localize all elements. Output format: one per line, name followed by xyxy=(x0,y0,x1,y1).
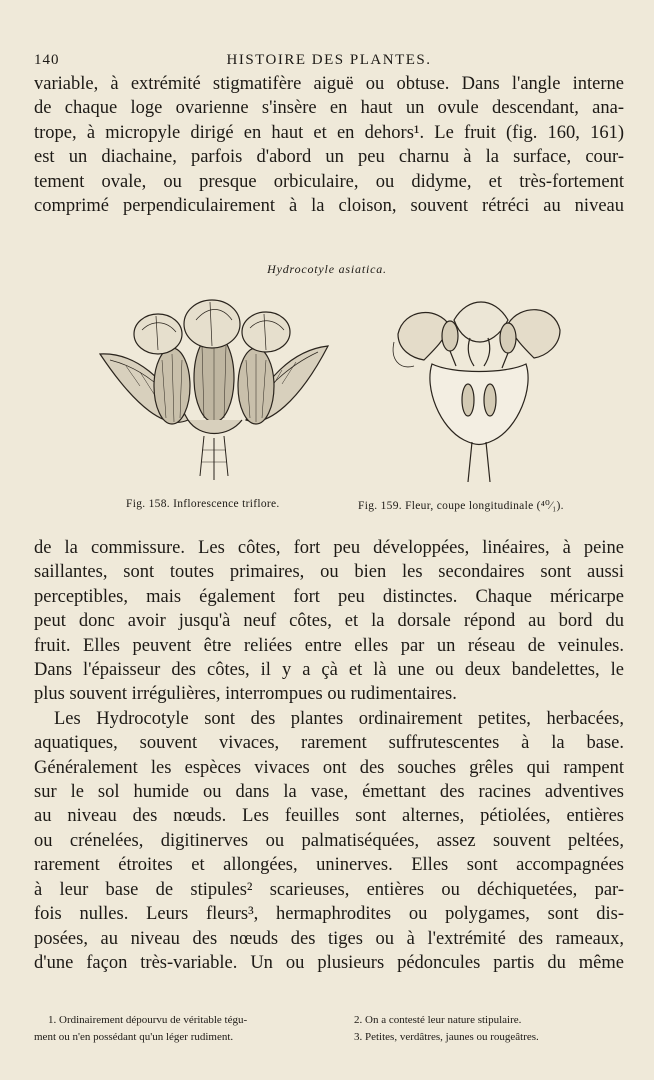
text-line: comprimé perpendiculairement à la cloison, souvent rétréci au niveau xyxy=(34,196,624,217)
text-line: ou crénelées, digitinerves ou palmatiséquées, assez souvent peltées, xyxy=(34,830,624,851)
text-line: plus souvent irrégulières, interrompues ou rudimentaires. xyxy=(34,684,457,705)
text-line: Dans l'épaisseur des côtes, il y a çà et là une ou deux bandelettes, le xyxy=(34,660,624,681)
footnote-1b: ment ou n'en possédant qu'un léger rudiment. xyxy=(34,1031,234,1043)
footnotes-left xyxy=(34,1012,334,1046)
text-line: d'une façon très-variable. Un ou plusieurs pédoncules partis du même xyxy=(34,952,624,973)
text-line: perceptibles, mais également fort peu distinctes. Chaque méricarpe xyxy=(34,586,624,607)
text-line: Les Hydrocotyle sont des plantes ordinairement petites, herbacées, xyxy=(54,708,624,729)
text-line: variable, à extrémité stigmatifère aiguë ou obtuse. Dans l'angle interne xyxy=(34,74,624,94)
text-line: posées, au niveau des nœuds des tiges ou à l'extrémité des rameaux, xyxy=(34,928,624,949)
text-line: trope, à micropyle dirigé en haut et en dehors¹. Le fruit (fig. 160, 161) xyxy=(34,122,624,143)
text-line: saillantes, sont toutes primaires, ou bien les secondaires sont aussi xyxy=(34,562,624,583)
text-line: à leur base de stipules² scarieuses, entières ou déchiquetées, par- xyxy=(34,879,624,900)
text-line: aquatiques, souvent vivaces, rarement suffrutescentes à la base. xyxy=(34,733,624,754)
figure-159-caption: Fig. 159. Fleur, coupe longitudinale (⁴⁰⁄₁). xyxy=(358,500,564,512)
body-text-top xyxy=(34,72,624,218)
footnote-3: 3. Petites, verdâtres, jaunes ou rougeâtres. xyxy=(354,1031,539,1043)
text-line: est un diachaine, parfois d'abord un peu charnu à la surface, cour- xyxy=(34,147,624,168)
text-line: tement ovale, ou presque orbiculaire, ou didyme, et très-fortement xyxy=(34,171,624,192)
text-line: au niveau des nœuds. Les feuilles sont alternes, pétiolées, entières xyxy=(34,806,624,827)
text-line: rarement étroites et allongées, uninerves. Elles sont accompagnées xyxy=(34,855,624,876)
text-line: peut donc avoir jusqu'à neuf côtes, et la dorsale répond au bord du xyxy=(34,611,624,632)
flower-section-illustration xyxy=(384,290,574,484)
text-line: de la commissure. Les côtes, fort peu développées, linéaires, à peine xyxy=(34,538,624,558)
footnote-1a: 1. Ordinairement dépourvu de véritable tégu- xyxy=(48,1014,248,1026)
text-line: fois nulles. Leurs fleurs³, hermaphrodites ou polygames, sont dis- xyxy=(34,904,624,925)
text-line: sur le sol humide ou dans la vase, émettant des racines adventives xyxy=(34,782,624,803)
footnotes-right xyxy=(354,1012,624,1046)
text-line: Généralement les espèces vivaces ont des souches grêles qui rampent xyxy=(34,757,624,778)
page-number: 140 xyxy=(34,52,60,68)
text-line: de chaque loge ovarienne s'insère en haut un ovule descendant, ana- xyxy=(34,98,624,119)
body-text-bottom xyxy=(34,536,624,975)
running-title: HISTOIRE DES PLANTES. xyxy=(226,52,432,68)
running-header xyxy=(34,52,624,74)
figure-158-caption: Fig. 158. Inflorescence triflore. xyxy=(126,498,280,510)
inflorescence-illustration xyxy=(96,290,332,484)
text-line: fruit. Elles peuvent être reliées entre elles par un réseau de veinules. xyxy=(34,635,624,656)
footnote-2: 2. On a contesté leur nature stipulaire. xyxy=(354,1014,522,1026)
figure-species-title: Hydrocotyle asiatica. xyxy=(267,262,387,276)
